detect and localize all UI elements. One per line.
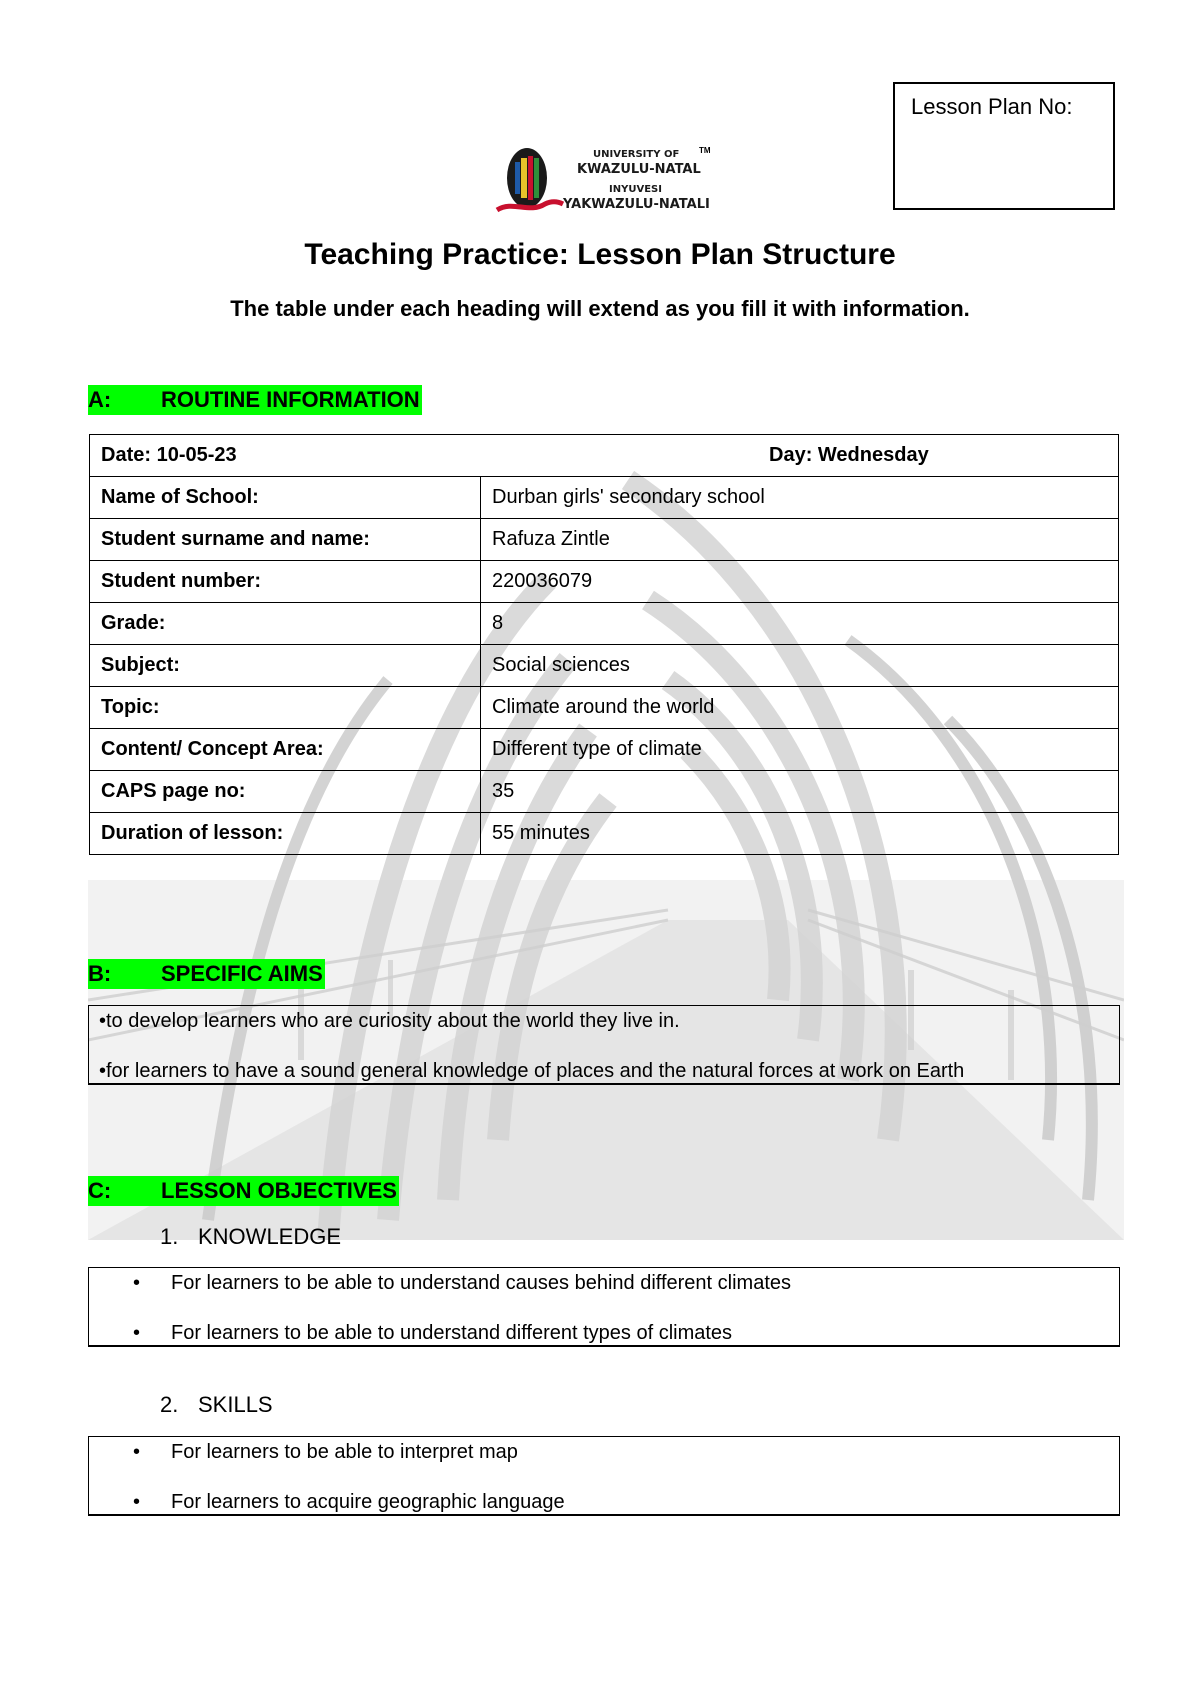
skills-item-text: For learners to be able to interpret map [171, 1441, 518, 1463]
knowledge-title: KNOWLEDGE [198, 1224, 342, 1249]
specific-aims-box[interactable] [88, 1005, 1120, 1085]
section-c-letter: C: [88, 1178, 112, 1203]
skills-number: 2. [160, 1392, 179, 1417]
ukzn-logo [495, 142, 720, 218]
bullet-icon: • [133, 1322, 141, 1344]
lesson-plan-number-label: Lesson Plan No: [911, 94, 1073, 119]
page-subtitle: The table under each heading will extend as you fill it with information. [230, 296, 970, 321]
day-text: Day: Wednesday [769, 444, 929, 466]
row-label: Grade: [90, 603, 481, 645]
routine-information-table [89, 434, 1119, 855]
table-row [90, 477, 1119, 519]
skills-objectives-box[interactable] [88, 1436, 1120, 1516]
row-value-grade[interactable]: 8 [481, 603, 1119, 645]
section-c-heading [88, 1176, 399, 1206]
row-value-student-name[interactable]: Rafuza Zintle [481, 519, 1119, 561]
section-a-title: ROUTINE INFORMATION [161, 387, 420, 412]
table-row [90, 603, 1119, 645]
row-value-topic[interactable]: Climate around the world [481, 687, 1119, 729]
row-value-duration[interactable]: 55 minutes [481, 813, 1119, 855]
row-label: Subject: [90, 645, 481, 687]
row-value-school[interactable]: Durban girls' secondary school [481, 477, 1119, 519]
section-c-title: LESSON OBJECTIVES [161, 1178, 397, 1203]
section-b-letter: B: [88, 961, 112, 986]
table-row [90, 729, 1119, 771]
logo-line-3: INYUVESI [609, 184, 662, 195]
bullet-icon: • [133, 1441, 141, 1463]
logo-line-4: YAKWAZULU-NATALI [563, 197, 710, 212]
knowledge-item-text: For learners to be able to understand different types of climates [171, 1322, 733, 1344]
aim-item: •for learners to have a sound general knowledge of places and the natural forces at work on Earth [99, 1060, 965, 1082]
row-label: Duration of lesson: [90, 813, 481, 855]
row-value-content-area[interactable]: Different type of climate [481, 729, 1119, 771]
row-label: Student number: [90, 561, 481, 603]
table-row [90, 435, 1119, 477]
section-a-heading [88, 385, 422, 415]
knowledge-objectives-box[interactable] [88, 1267, 1120, 1347]
table-row [90, 687, 1119, 729]
section-b-title: SPECIFIC AIMS [161, 961, 323, 986]
skills-title: SKILLS [198, 1392, 273, 1417]
row-value-student-number[interactable]: 220036079 [481, 561, 1119, 603]
table-row [90, 561, 1119, 603]
logo-trademark: TM [699, 146, 711, 155]
logo-line-1: UNIVERSITY OF [593, 149, 680, 160]
knowledge-number: 1. [160, 1224, 179, 1249]
knowledge-subheading [160, 1224, 341, 1250]
aim-item: •to develop learners who are curiosity about the world they live in. [99, 1010, 680, 1032]
row-label: Content/ Concept Area: [90, 729, 481, 771]
page-title: Teaching Practice: Lesson Plan Structure [304, 238, 896, 271]
section-b-heading [88, 959, 325, 989]
knowledge-item-text: For learners to be able to understand causes behind different climates [171, 1272, 791, 1294]
ukzn-shield-icon [495, 142, 565, 218]
skills-item-text: For learners to acquire geographic language [171, 1491, 565, 1513]
date-text: Date: 10-05-23 [101, 444, 237, 466]
row-label: CAPS page no: [90, 771, 481, 813]
table-row [90, 519, 1119, 561]
row-label: Name of School: [90, 477, 481, 519]
bullet-icon: • [133, 1491, 141, 1513]
row-label: Student surname and name: [90, 519, 481, 561]
section-a-letter: A: [88, 387, 112, 412]
table-row [90, 771, 1119, 813]
row-label: Topic: [90, 687, 481, 729]
table-row [90, 645, 1119, 687]
lesson-plan-number-box[interactable] [893, 82, 1115, 210]
table-row [90, 813, 1119, 855]
row-value-subject[interactable]: Social sciences [481, 645, 1119, 687]
bullet-icon: • [133, 1272, 141, 1294]
skills-subheading [160, 1392, 273, 1418]
date-day-cell[interactable] [90, 435, 1119, 477]
row-value-caps-page[interactable]: 35 [481, 771, 1119, 813]
logo-line-2: KWAZULU-NATAL [577, 162, 701, 177]
